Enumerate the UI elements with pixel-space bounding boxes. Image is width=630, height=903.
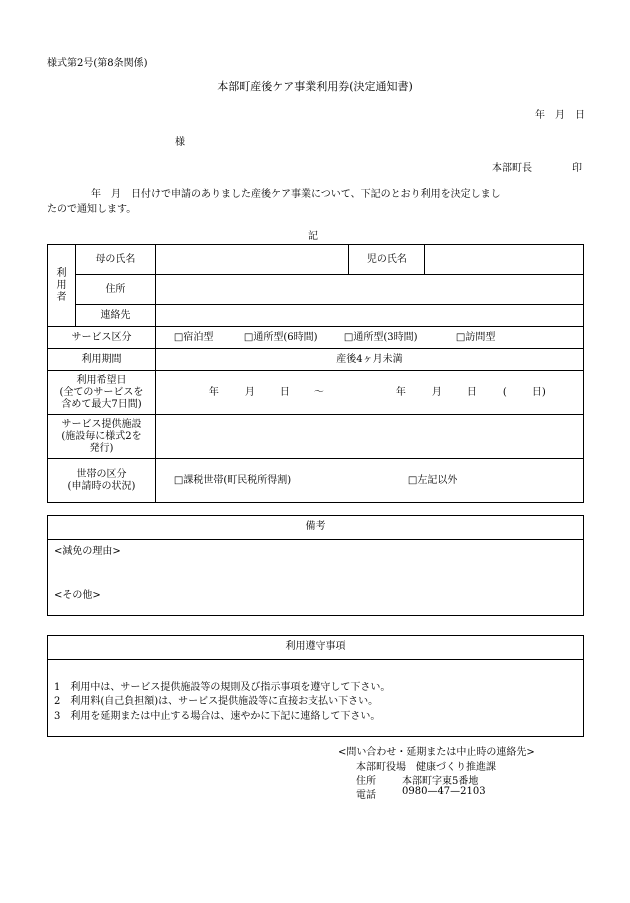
contact-heading: <問い合わせ・延期または中止時の連絡先> [338,747,535,758]
date-tilde: 〜 [313,387,324,398]
service-type-options [155,327,583,349]
service-type-label: サービス区分 [48,327,156,349]
reduction-reason-label: <減免の理由> [54,546,121,557]
date-month-1: 月 [244,387,255,398]
date-day-2: 日 [466,387,477,398]
remarks-box [47,515,584,616]
address-field[interactable] [155,275,583,305]
rule-item-1: 1 利用中は、サービス提供施設等の規則及び指示事項を遵守して下さい。 [54,682,391,693]
recipient-suffix: 様 [175,137,185,148]
facility-field[interactable] [155,415,583,459]
address-label: 住所 [75,275,155,305]
desired-dates-label: 利用希望日 (全てのサービスを 含めて最大7日間) [48,371,156,415]
days-count-label: 日) [531,387,546,398]
option-daycare-3h[interactable]: □通所型(3時間) [343,332,418,343]
period-value: 産後4ヶ月未満 [155,349,583,371]
rules-box [47,635,584,737]
contact-address: 本部町字東5番地 [402,776,479,787]
user-group-label: 利 用 者 [48,245,76,327]
issue-date: 年 月 日 [535,110,585,121]
contact-address-label: 住所 [356,776,376,787]
days-paren-open: ( [502,387,507,398]
contact-phone-label: 電話 [356,790,376,801]
date-day-1: 日 [279,387,290,398]
option-daycare-6h[interactable]: □通所型(6時間) [243,332,318,343]
ki-label: 記 [308,231,318,242]
household-options [155,459,583,503]
body-text-line2: たので通知します。 [47,204,137,215]
option-visit[interactable]: □訪問型 [455,332,496,343]
contact-label: 連絡先 [75,305,155,327]
date-year-1: 年 [208,387,219,398]
contact-field[interactable] [155,305,583,327]
contact-phone: 0980—47—2103 [402,786,486,797]
rule-item-3: 3 利用を延期または中止する場合は、速やかに下記に連絡して下さい。 [54,711,381,722]
option-taxable-household[interactable]: □課税世帯(町民税所得割) [173,475,292,486]
facility-label: サービス提供施設 (施設毎に様式2を 発行) [48,415,156,459]
seal-mark: 印 [572,163,582,174]
household-label: 世帯の区分 (申請時の状況) [48,459,156,503]
form-number: 様式第2号(第8条関係) [47,58,148,69]
period-label: 利用期間 [48,349,156,371]
date-year-2: 年 [395,387,406,398]
other-remarks-label: <その他> [54,590,101,601]
issuer-name: 本部町長 [492,163,532,174]
decision-table [47,244,584,503]
contact-org: 本部町役場 健康づくり推進課 [356,762,496,773]
option-other-household[interactable]: □左記以外 [407,475,458,486]
rules-header: 利用遵守事項 [48,636,583,660]
mother-name-label: 母の氏名 [75,245,155,275]
mother-name-field[interactable] [155,245,349,275]
option-overnight[interactable]: □宿泊型 [173,332,214,343]
rule-item-2: 2 利用料(自己負担額)は、サービス提供施設等に直接お支払い下さい。 [54,696,379,707]
document-title: 本部町産後ケア事業利用券(決定通知書) [217,80,413,93]
child-name-label: 児の氏名 [349,245,425,275]
child-name-field[interactable] [425,245,584,275]
body-text-line1: 年 月 日付けで申請のありました産後ケア事業について、下記のとおり利用を決定しまし [91,189,501,200]
date-month-2: 月 [431,387,442,398]
desired-dates-field[interactable] [155,371,583,415]
remarks-header: 備考 [48,516,583,540]
